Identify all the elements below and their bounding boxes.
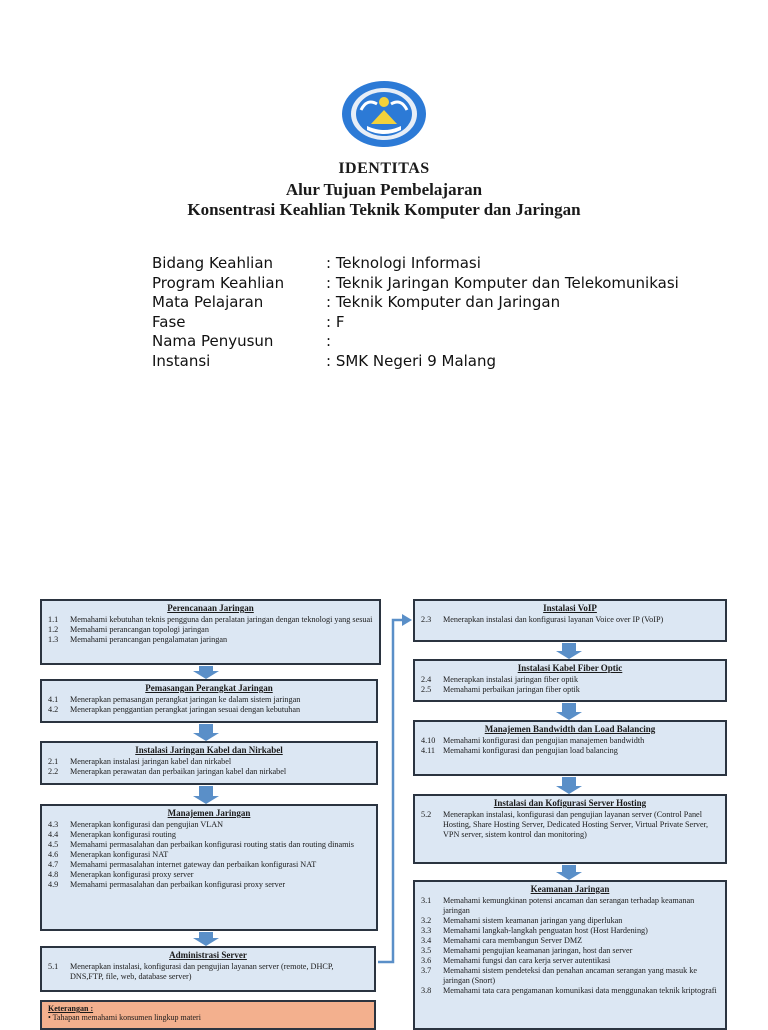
down-arrow-icon — [556, 865, 582, 880]
flow-box-fiber-optic — [413, 659, 727, 702]
list-item: 3.3 Memahami langkah-langkah penguatan host (Host Hardening) — [421, 926, 648, 935]
list-item: 1.1 Memahami kebutuhan teknis pengguna dan peralatan jaringan dengan teknologi yang sesuai — [48, 615, 373, 624]
right-arrow-icon — [402, 614, 412, 626]
down-arrow-icon — [193, 724, 219, 741]
down-arrow-icon — [193, 786, 219, 804]
legend-line: • Tahapan memahami konsumen lingkup materi — [48, 1013, 201, 1022]
flow-box-title: Administrasi Server — [169, 950, 247, 960]
list-item: 3.2 Memahami sistem keamanan jaringan yang diperlukan — [421, 916, 623, 925]
list-item: 2.5 Memahami perbaikan jaringan fiber optik — [421, 685, 580, 694]
legend-box — [40, 1000, 376, 1030]
list-item: 4.9 Memahami permasalahan dan perbaikan konfigurasi proxy server — [48, 880, 286, 889]
identity-value: : Teknologi Informasi — [326, 254, 481, 272]
list-item: 3.1 Memahami kemungkinan potensi ancaman dan serangan terhadap keamanan jaringan — [421, 896, 695, 915]
list-item: 4.11 Memahami konfigurasi dan pengujian load balancing — [421, 746, 618, 755]
list-item: 3.8 Memahami tata cara pengamanan komunikasi data menggunakan teknik kriptografi — [421, 986, 717, 995]
flow-box-instalasi-voip — [413, 599, 727, 642]
flow-box-bandwidth — [413, 720, 727, 776]
down-arrow-icon — [556, 643, 582, 659]
list-item: 1.3 Memahami perancangan pengalamatan jaringan — [48, 635, 228, 644]
list-item: 4.7 Memahami permasalahan internet gateway dan perbaikan konfigurasi NAT — [48, 860, 317, 869]
flow-box-title: Pemasangan Perangkat Jaringan — [145, 683, 273, 693]
list-item: 3.7 Memahami sistem pendeteksi dan penahan ancaman serangan yang masuk ke jaringan (Snort) — [421, 966, 697, 985]
list-item: 4.1 Menerapkan pemasangan perangkat jaringan ke dalam sistem jaringan — [48, 695, 301, 704]
flow-box-title: Instalasi VoIP — [543, 603, 597, 613]
identity-value: : F — [326, 312, 345, 331]
flow-box-administrasi-server — [40, 946, 376, 992]
list-item: 4.4 Menerapkan konfigurasi routing — [48, 830, 176, 839]
flow-box-title: Instalasi dan Kofigurasi Server Hosting — [493, 798, 647, 808]
flow-box-instalasi-jaringan — [40, 741, 378, 785]
list-item: 4.6 Menerapkan konfigurasi NAT — [48, 850, 169, 859]
identity-label: Bidang Keahlian — [152, 254, 274, 272]
identity-value: : SMK Negeri 9 Malang — [326, 351, 497, 370]
list-item: 5.1 Menerapkan instalasi, konfigurasi dan pengujian layanan server (remote, DHCP, DNS,FTP, file, web, database server) — [48, 962, 334, 981]
list-item: 3.4 Memahami cara membangun Server DMZ — [421, 936, 583, 945]
list-item: 4.10 Memahami konfigurasi dan pengujian manajemen bandwidth — [421, 736, 645, 745]
flow-box-pemasangan-perangkat — [40, 679, 378, 723]
flow-box-manajemen-jaringan — [40, 804, 378, 931]
list-item: 3.6 Memahami fungsi dan cara kerja server autentikasi — [421, 956, 611, 965]
flow-box-title: Perencanaan Jaringan — [167, 603, 254, 613]
identity-value: : Teknik Jaringan Komputer dan Telekomunikasi — [326, 273, 679, 292]
list-item: 3.5 Memahami pengujian keamanan jaringan, host dan server — [421, 946, 633, 955]
identity-label: Instansi — [152, 351, 211, 370]
list-item: 4.5 Memahami permasalahan dan perbaikan konfigurasi routing statis dan routing dinamis — [48, 840, 354, 849]
down-arrow-icon — [556, 777, 582, 794]
document-subtitle: Alur Tujuan Pembelajaran — [285, 180, 483, 199]
list-item: 2.1 Menerapkan instalasi jaringan kabel dan nirkabel — [48, 757, 232, 766]
list-item: 5.2 Menerapkan instalasi, konfigurasi dan pengujian layanan server (Control Panel Hosting, Share Hosting Server, Dedicated Hosting Server, Virtual Private Server, VPN server, sistem kontrol dan monitoring) — [421, 810, 709, 839]
connector-line — [378, 620, 404, 962]
concentration-title: Konsentrasi Keahlian Teknik Komputer dan Jaringan — [187, 200, 581, 219]
document-title: IDENTITAS — [338, 160, 430, 177]
flow-box-perencanaan-jaringan — [40, 599, 381, 665]
flow-box-keamanan-jaringan — [413, 880, 727, 1030]
flow-box-title: Instalasi Kabel Fiber Optic — [517, 663, 623, 673]
flow-box-server-hosting — [413, 794, 727, 864]
list-item: 1.2 Memahami perancangan topologi jaringan — [48, 625, 209, 634]
flow-box-title: Instalasi Jaringan Kabel dan Nirkabel — [135, 745, 283, 755]
list-item: 4.8 Menerapkan konfigurasi proxy server — [48, 870, 194, 879]
identity-value: : — [326, 332, 332, 350]
list-item: 2.2 Menerapkan perawatan dan perbaikan jaringan kabel dan nirkabel — [48, 767, 287, 776]
list-item: 2.4 Menerapkan instalasi jaringan fiber optik — [421, 675, 579, 684]
down-arrow-icon — [193, 932, 219, 946]
down-arrow-icon — [556, 703, 582, 720]
flow-box-title: Keamanan Jaringan — [530, 884, 610, 894]
legend-title: Keterangan : — [48, 1004, 94, 1013]
tut-wuri-handayani-logo — [341, 80, 427, 148]
identity-label: Program Keahlian — [152, 273, 285, 292]
list-item: 2.3 Menerapkan instalasi dan konfigurasi layanan Voice over IP (VoIP) — [421, 615, 664, 624]
list-item: 4.3 Menerapkan konfigurasi dan pengujian VLAN — [48, 820, 224, 829]
identity-label: Fase — [152, 312, 186, 331]
list-item: 4.2 Menerapkan penggantian perangkat jaringan sesuai dengan kebutuhan — [48, 705, 301, 714]
flow-box-title: Manajemen Bandwidth dan Load Balancing — [484, 724, 656, 734]
identity-label: Nama Penyusun — [152, 332, 274, 350]
identity-label: Mata Pelajaran — [152, 293, 264, 311]
identity-value: : Teknik Komputer dan Jaringan — [326, 293, 561, 311]
down-arrow-icon — [193, 666, 219, 679]
flow-box-title: Manajemen Jaringan — [167, 808, 251, 818]
